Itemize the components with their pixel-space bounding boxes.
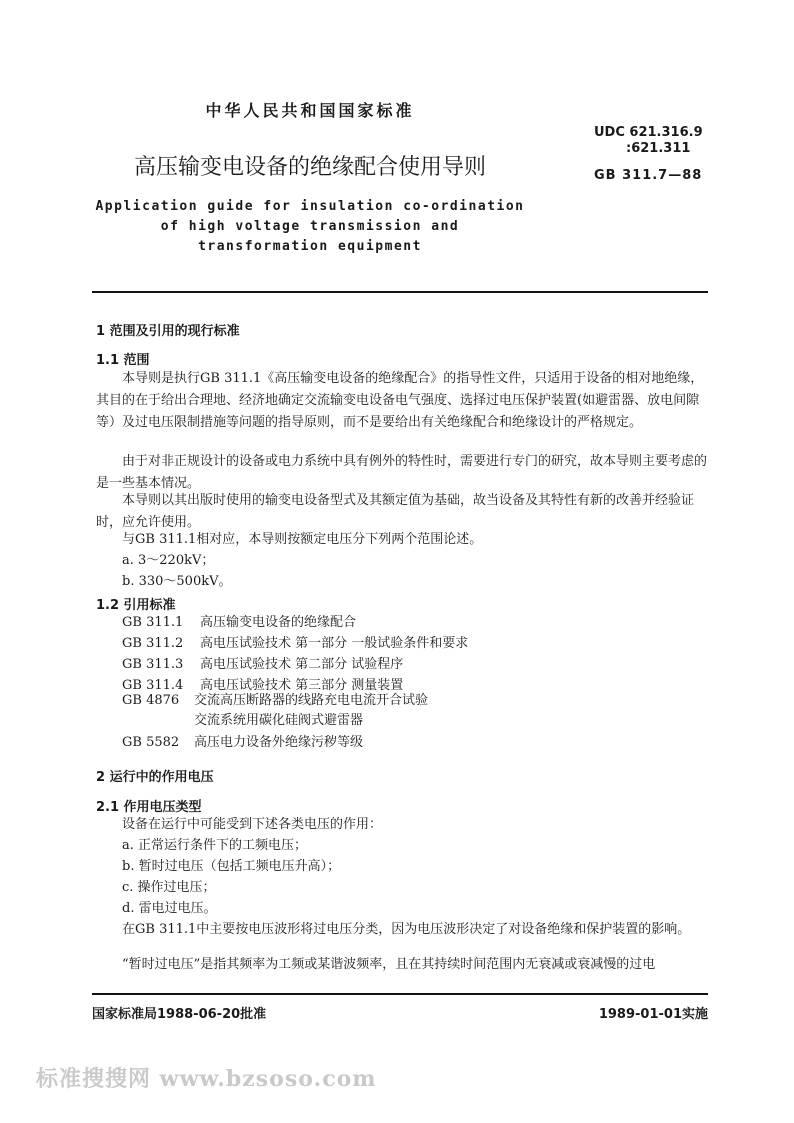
site-watermark: 标准搜搜网 www.bzsoso.com	[36, 1066, 377, 1092]
section-2-heading: 2 运行中的作用电压	[96, 770, 214, 785]
section-1-1-paragraph-4: 与GB 311.1相对应，本导则按额定电压分下列两个范围论述。	[122, 532, 483, 547]
range-item-a: a. 3～220kV；	[122, 553, 215, 568]
standard-category-title: 中华人民共和国国家标准	[205, 101, 415, 120]
section-1-1-paragraph-3: 本导则以其出版时使用的输变电设备型式及其额定值为基础，故当设备及其特性有新的改善并经验证时，应允许使用。	[96, 493, 695, 530]
reference-item	[122, 732, 363, 754]
header-divider	[92, 291, 708, 293]
reference-title: 交流系统用碳化硅阀式避雷器	[194, 713, 364, 728]
reference-code: GB 311.4	[122, 678, 184, 693]
section-2-1-paragraph-3: “暂时过电压”是指其频率为工频或某谐波频率，且在其持续时间范围内无衰减或衰减慢的过电	[122, 957, 656, 972]
reference-code: GB 5582	[122, 735, 180, 750]
voltage-type-item-d: d. 雷电过电压。	[122, 901, 217, 916]
voltage-type-item-c: c. 操作过电压；	[122, 880, 216, 895]
reference-title: 高电压试验技术 第一部分 一般试验条件和要求	[200, 636, 469, 651]
document-title-en-line2: of high voltage transmission and	[160, 219, 460, 234]
section-1-1-paragraph-2: 由于对非正规设计的设备或电力系统中具有例外的特性时，需要进行专门的研究，故本导则主要考虑的是一些基本情况。	[96, 454, 708, 491]
reference-item	[122, 690, 428, 712]
voltage-type-item-b: b. 暂时过电压（包括工频电压升高）；	[122, 859, 341, 874]
reference-item	[122, 612, 356, 634]
udc-code-line1: UDC 621.316.9	[594, 125, 703, 140]
reference-code: GB 311.2	[122, 636, 184, 651]
reference-title: 交流高压断路器的线路充电电流开合试验	[194, 693, 429, 708]
reference-code: GB 311.3	[122, 657, 184, 672]
gb-standard-code: GB 311.7—88	[594, 168, 703, 183]
section-2-1-intro: 设备在运行中可能受到下述各类电压的作用：	[122, 817, 383, 832]
section-1-1-paragraph-1: 本导则是执行GB 311.1《高压输变电设备的绝缘配合》的指导性文件，只适用于设备的相对地绝缘，其目的在于给出合理地、经济地确定交流输变电设备电气强度、选择过电压保护装置(如避雷器、放电间隙等）及过电压限制措施等问题的指导原则，而不是要给出有关绝缘配合和绝缘设计的严格规定。	[96, 371, 704, 430]
reference-item	[122, 654, 403, 676]
document-title-cn: 高压输变电设备的绝缘配合使用导则	[133, 155, 486, 180]
voltage-type-item-a: a. 正常运行条件下的工频电压；	[122, 838, 308, 853]
section-2-1-paragraph-2: 在GB 311.1中主要按电压波形将过电压分类，因为电压波形决定了对设备绝缘和保护装置的影响。	[122, 922, 691, 937]
section-1-2-heading: 1.2 引用标准	[96, 598, 176, 613]
reference-item	[122, 710, 363, 732]
document-title-en-line1: Application guide for insulation co-ordination	[95, 199, 525, 214]
udc-code-line2: :621.311	[626, 141, 691, 156]
range-item-b: b. 330～500kV。	[122, 574, 232, 589]
reference-title: 高电压试验技术 第二部分 试验程序	[200, 657, 404, 672]
effective-date: 1989-01-01实施	[598, 1007, 708, 1022]
approval-date: 国家标准局1988-06-20批准	[92, 1007, 267, 1022]
section-1-heading: 1 范围及引用的现行标准	[96, 324, 240, 339]
reference-code: GB 311.1	[122, 615, 184, 630]
reference-title: 高压输变电设备的绝缘配合	[200, 615, 357, 630]
section-2-1-heading: 2.1 作用电压类型	[96, 800, 202, 815]
reference-title: 高压电力设备外绝缘污秽等级	[194, 735, 364, 750]
section-1-1-heading: 1.1 范围	[96, 353, 150, 368]
document-title-en-line3: transformation equipment	[198, 239, 422, 254]
reference-title: 高电压试验技术 第三部分 测量装置	[200, 678, 404, 693]
footer-divider	[92, 993, 708, 995]
reference-code: GB 4876	[122, 693, 180, 708]
reference-item	[122, 633, 468, 655]
